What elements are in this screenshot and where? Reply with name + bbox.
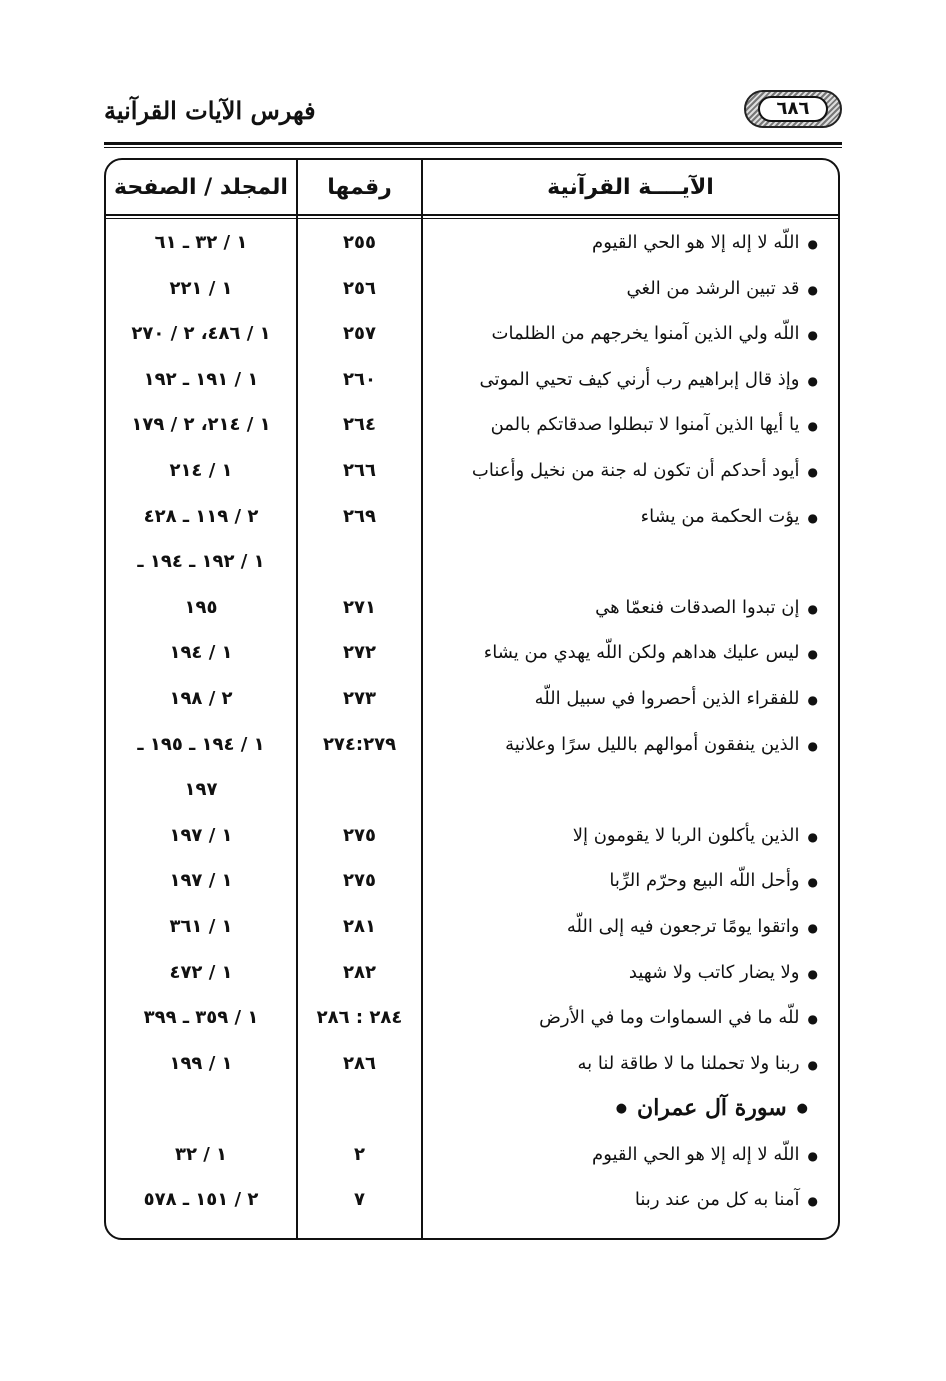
verse-text: أيود أحدكم أن تكون له جنة من نخيل وأعناب — [471, 459, 800, 481]
volume-page-ref: ١ / ٢١٤، ٢ / ١٧٩ — [131, 414, 271, 436]
bullet-icon: ● — [615, 1101, 628, 1117]
table-row — [106, 858, 838, 904]
verse-number: ٧ — [354, 1189, 365, 1211]
table-row — [106, 220, 838, 266]
volume-page-ref: ١ / ٤٨٦، ٢ / ٢٧٠ — [131, 323, 271, 345]
table-row — [106, 311, 838, 357]
bullet-icon: ● — [807, 738, 818, 753]
volume-page-ref: ١ / ١٩٤ — [169, 642, 233, 664]
verse-number: ٢٨٢ — [343, 961, 376, 983]
header-rule-thin — [104, 147, 842, 148]
bullet-icon: ● — [807, 1057, 818, 1072]
verse-number: ٢٨١ — [343, 915, 376, 937]
bullet-icon: ● — [807, 328, 818, 343]
verse-cell — [423, 585, 818, 631]
verse-cell — [423, 813, 818, 859]
verse-number: ٢٥٥ — [343, 232, 376, 253]
verse-cell — [423, 722, 818, 768]
verse-text: وأحل اللّه البيع وحرّم الرِّبا — [609, 870, 800, 892]
verse-text: واتقوا يومًا ترجعون فيه إلى اللّه — [566, 915, 800, 937]
verse-text: ولا يضار كاتب ولا شهيد — [628, 961, 800, 983]
volume-page-ref: ٢ / ١٥١ ـ ٥٧٨ — [143, 1189, 259, 1211]
verse-text: اللّه لا إله إلا هو الحي القيوم — [592, 1143, 800, 1165]
verse-cell — [423, 858, 818, 904]
verse-number: ٢٧٥ — [343, 824, 376, 846]
bullet-icon: ● — [807, 510, 818, 525]
table-row — [106, 357, 838, 403]
page-number-badge — [744, 90, 842, 128]
verse-cell — [423, 266, 818, 312]
bullet-icon: ● — [807, 282, 818, 297]
volume-page-ref: ١ / ٤٧٢ — [169, 961, 233, 983]
bullet-icon: ● — [807, 373, 818, 388]
verse-number: ٢٦٤ — [343, 414, 376, 436]
table-row — [106, 1132, 838, 1178]
verse-number: ٢٦٩ — [343, 505, 376, 527]
table-row — [106, 402, 838, 448]
verse-cell — [423, 995, 818, 1041]
table-row — [106, 494, 838, 540]
column-header-number: رقمها — [327, 175, 392, 200]
bullet-icon: ● — [807, 601, 818, 616]
table-row — [106, 266, 838, 312]
volume-page-ref: ٢ / ١١٩ ـ ٤٢٨ — [143, 505, 259, 527]
bullet-icon: ● — [807, 692, 818, 707]
page-number: ٦٨٦ — [758, 96, 828, 122]
verse-text: يؤت الحكمة من يشاء — [640, 505, 800, 527]
bullet-icon: ● — [807, 647, 818, 662]
bullet-icon: ● — [807, 829, 818, 844]
bullet-icon: ● — [807, 237, 818, 251]
running-title: فهرس الآيات القرآنية — [104, 96, 316, 125]
verse-text: اللّه ولي الذين آمنوا يخرجهم من الظلمات — [491, 323, 800, 345]
bullet-icon: ● — [807, 464, 818, 479]
bullet-icon: ● — [807, 1012, 818, 1027]
table-body — [106, 220, 838, 1223]
verse-text: للفقراء الذين أحصروا في سبيل اللّه — [534, 687, 800, 709]
verse-text: الذين ينفقون أموالهم بالليل سرًا وعلانية — [505, 733, 800, 755]
verse-text: قد تبين الرشد من الغي — [626, 277, 800, 299]
verse-cell — [423, 402, 818, 448]
verse-text: وإذ قال إبراهيم رب أرني كيف تحيي الموتى — [479, 368, 800, 390]
verse-cell — [423, 220, 818, 266]
verse-number: ٢٧٣ — [343, 687, 376, 709]
volume-page-ref: ١ / ٣٥٩ ـ ٣٩٩ — [143, 1007, 259, 1029]
volume-page-ref: ١ / ٣٦١ — [169, 915, 233, 937]
bullet-icon: ● — [807, 966, 818, 981]
bullet-icon: ● — [807, 875, 818, 890]
verse-number: ٢٧٢ — [343, 642, 376, 664]
verse-cell — [423, 904, 818, 950]
verse-cell — [423, 1041, 818, 1087]
table-row — [106, 448, 838, 494]
header-row-divider — [106, 214, 838, 216]
verse-text: ليس عليك هداهم ولكن اللّه يهدي من يشاء — [483, 642, 800, 664]
table-row — [106, 676, 838, 722]
column-header-volume-page: المجلد / الصفحة — [114, 175, 288, 200]
verse-cell — [423, 448, 818, 494]
volume-page-ref: ١ / ١٩٧ — [169, 870, 233, 892]
page-header — [104, 86, 842, 140]
volume-page-ref: ١ / ١٩٤ ـ ١٩٥ ـ — [137, 733, 265, 755]
verse-cell — [423, 311, 818, 357]
volume-page-ref: ١ / ٢١٤ — [169, 459, 233, 481]
verse-text: الذين يأكلون الربا لا يقومون إلا — [572, 824, 800, 846]
column-header-verse: الآيــــة القرآنية — [547, 175, 714, 200]
verse-cell — [423, 494, 818, 540]
verse-text: للّه ما في السماوات وما في الأرض — [539, 1007, 800, 1029]
volume-page-ref: ١ / ١٩١ ـ ١٩٢ — [143, 368, 259, 390]
verse-text: آمنا به كل من عند ربنا — [634, 1189, 800, 1211]
surah-heading-row — [106, 1086, 838, 1132]
table-row — [106, 1177, 838, 1223]
verse-cell — [423, 1177, 818, 1223]
table-row-continuation — [106, 767, 838, 813]
verse-cell — [423, 950, 818, 996]
verse-text: يا أيها الذين آمنوا لا تبطلوا صدقاتكم بالمن — [490, 414, 800, 436]
volume-page-ref: ١ / ٢٢١ — [169, 277, 233, 299]
volume-page-ref: ١ / ١٩٧ — [169, 824, 233, 846]
volume-page-ref: ١ / ٣٢ — [174, 1143, 228, 1165]
verse-cell — [423, 630, 818, 676]
verse-number: ٢٥٧ — [343, 323, 376, 345]
table-row — [106, 995, 838, 1041]
header-rule — [104, 142, 842, 145]
bullet-icon: ● — [807, 419, 818, 434]
volume-page-ref: ١٩٧ — [184, 779, 218, 801]
verse-number: ٢٨٤ : ٢٨٦ — [316, 1007, 403, 1029]
verse-cell — [423, 357, 818, 403]
table-row — [106, 1041, 838, 1087]
verse-number: ٢٦٠ — [343, 368, 376, 390]
volume-page-ref: ١ / ٣٢ ـ ٦١ — [154, 232, 248, 253]
verse-cell — [423, 676, 818, 722]
bullet-icon: ● — [807, 920, 818, 935]
table-row — [106, 904, 838, 950]
verse-number: ٢٧٥ — [343, 870, 376, 892]
verse-text: ربنا ولا تحملنا ما لا طاقة لنا به — [577, 1052, 800, 1074]
table-row — [106, 630, 838, 676]
verse-number: ٢ — [354, 1143, 365, 1165]
bullet-icon: ● — [807, 1194, 818, 1209]
table-row — [106, 722, 838, 768]
verse-number: ٢٨٦ — [343, 1052, 376, 1074]
verse-number: ٢٥٦ — [343, 277, 376, 299]
volume-page-ref: ١ / ١٩٩ — [169, 1052, 233, 1074]
verse-number: ٢٦٦ — [343, 459, 376, 481]
verse-number: ٢٧٤:٢٧٩ — [322, 733, 397, 755]
table-row — [106, 585, 838, 631]
verse-cell — [423, 1132, 818, 1178]
verse-number: ٢٧١ — [343, 596, 376, 618]
bullet-icon: ● — [796, 1101, 808, 1117]
header-row-divider-thin — [106, 218, 838, 219]
surah-title: سورة آل عمران — [637, 1095, 787, 1122]
table-row-continuation — [106, 539, 838, 585]
surah-heading — [423, 1086, 818, 1132]
volume-page-ref: ١٩٥ — [184, 596, 218, 618]
volume-page-ref: ٢ / ١٩٨ — [169, 687, 233, 709]
verse-text: إن تبدوا الصدقات فنعمّا هي — [595, 596, 800, 618]
volume-page-ref: ١ / ١٩٢ ـ ١٩٤ ـ — [137, 551, 265, 573]
verse-text: اللّه لا إله إلا هو الحي القيوم — [592, 232, 800, 253]
table-row — [106, 813, 838, 859]
bullet-icon: ● — [807, 1148, 818, 1163]
table-row — [106, 950, 838, 996]
